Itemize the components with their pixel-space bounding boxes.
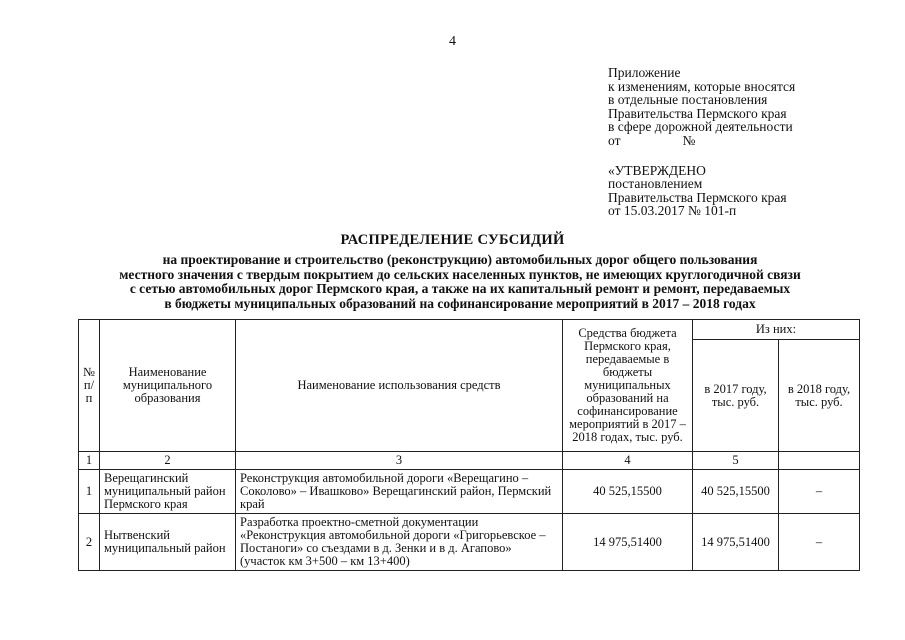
subtitle-line: на проектирование и строительство (реконструкцию) автомобильных дорог общего пользования bbox=[162, 252, 758, 267]
row-municipality: Нытвенский муниципальный район bbox=[100, 514, 236, 571]
subtitle-line: местного значения с твердым покрытием до сельских населенных пунктов, не имеющих круглогодичной связи bbox=[119, 266, 801, 282]
column-number: 3 bbox=[236, 452, 563, 470]
column-number bbox=[779, 452, 860, 470]
row-total: 14 975,51400 bbox=[563, 514, 693, 571]
subtitle-line: в бюджеты муниципальных образований на софинансирование мероприятий в 2017 – 2018 годах bbox=[164, 295, 756, 311]
header-2017: в 2017 году, тыс. руб. bbox=[693, 340, 779, 452]
row-num: 1 bbox=[79, 470, 100, 514]
page-number: 4 bbox=[449, 34, 456, 49]
approved-line: «УТВЕРЖДЕНО bbox=[608, 162, 706, 178]
header-2018: в 2018 году, тыс. руб. bbox=[779, 340, 860, 452]
row-purpose: Реконструкция автомобильной дороги «Верещагино – Соколово» – Ивашково» Верещагинский район, Пермский край bbox=[236, 470, 563, 514]
appendix-line: Правительства Пермского края bbox=[608, 105, 787, 121]
header-municipality: Наименование муниципального образования bbox=[100, 320, 236, 452]
header-purpose: Наименование использования средств bbox=[236, 320, 563, 452]
subtitle-line: с сетью автомобильных дорог Пермского края, а также на их капитальный ремонт и ремонт, передаваемых bbox=[129, 281, 791, 296]
appendix-line: в отдельные постановления bbox=[608, 92, 768, 108]
approved-line: Правительства Пермского края bbox=[608, 189, 787, 205]
row-2017: 14 975,51400 bbox=[693, 514, 779, 571]
row-2017: 40 525,15500 bbox=[693, 470, 779, 514]
appendix-block bbox=[608, 66, 795, 218]
table-row bbox=[79, 514, 860, 571]
appendix-number-sign: № bbox=[682, 132, 696, 148]
appendix-from-label: от bbox=[608, 132, 621, 148]
column-number-row bbox=[79, 452, 860, 470]
row-num: 2 bbox=[79, 514, 100, 571]
header-total: Средства бюджета Пермского края, передаваемые в бюджеты муниципальных образований на софинансирование мероприятий в 2017 – 2018 годах, тыс. руб. bbox=[563, 320, 693, 452]
appendix-line: в сфере дорожной деятельности bbox=[608, 119, 793, 135]
table-row bbox=[79, 470, 860, 514]
row-2018: – bbox=[779, 470, 860, 514]
column-number: 1 bbox=[79, 452, 100, 470]
row-2018: – bbox=[779, 514, 860, 571]
appendix-line: Приложение bbox=[608, 65, 681, 80]
appendix-line: к изменениям, которые вносятся bbox=[608, 78, 796, 94]
approved-line: от 15.03.2017 № 101-п bbox=[608, 203, 737, 219]
row-municipality: Верещагинский муниципальный район Пермского края bbox=[100, 470, 236, 514]
header-num: № п/п bbox=[79, 320, 100, 452]
column-number: 4 bbox=[563, 452, 693, 470]
document-subtitle bbox=[60, 253, 860, 311]
subsidy-table bbox=[78, 319, 860, 571]
row-purpose: Разработка проектно-сметной документации «Реконструкция автомобильной дороги «Григорьевское – Постаноги» со съездами в д. Зенки и в д. Агапово» (участок км 3+500 – км 13+400) bbox=[236, 514, 563, 571]
appendix-date-line bbox=[608, 134, 795, 148]
row-total: 40 525,15500 bbox=[563, 470, 693, 514]
document-title: РАСПРЕДЕЛЕНИЕ СУБСИДИЙ bbox=[340, 232, 565, 248]
column-number: 2 bbox=[100, 452, 236, 470]
column-number: 5 bbox=[693, 452, 779, 470]
header-of-which: Из них: bbox=[693, 320, 860, 340]
approved-line: постановлением bbox=[608, 176, 703, 192]
